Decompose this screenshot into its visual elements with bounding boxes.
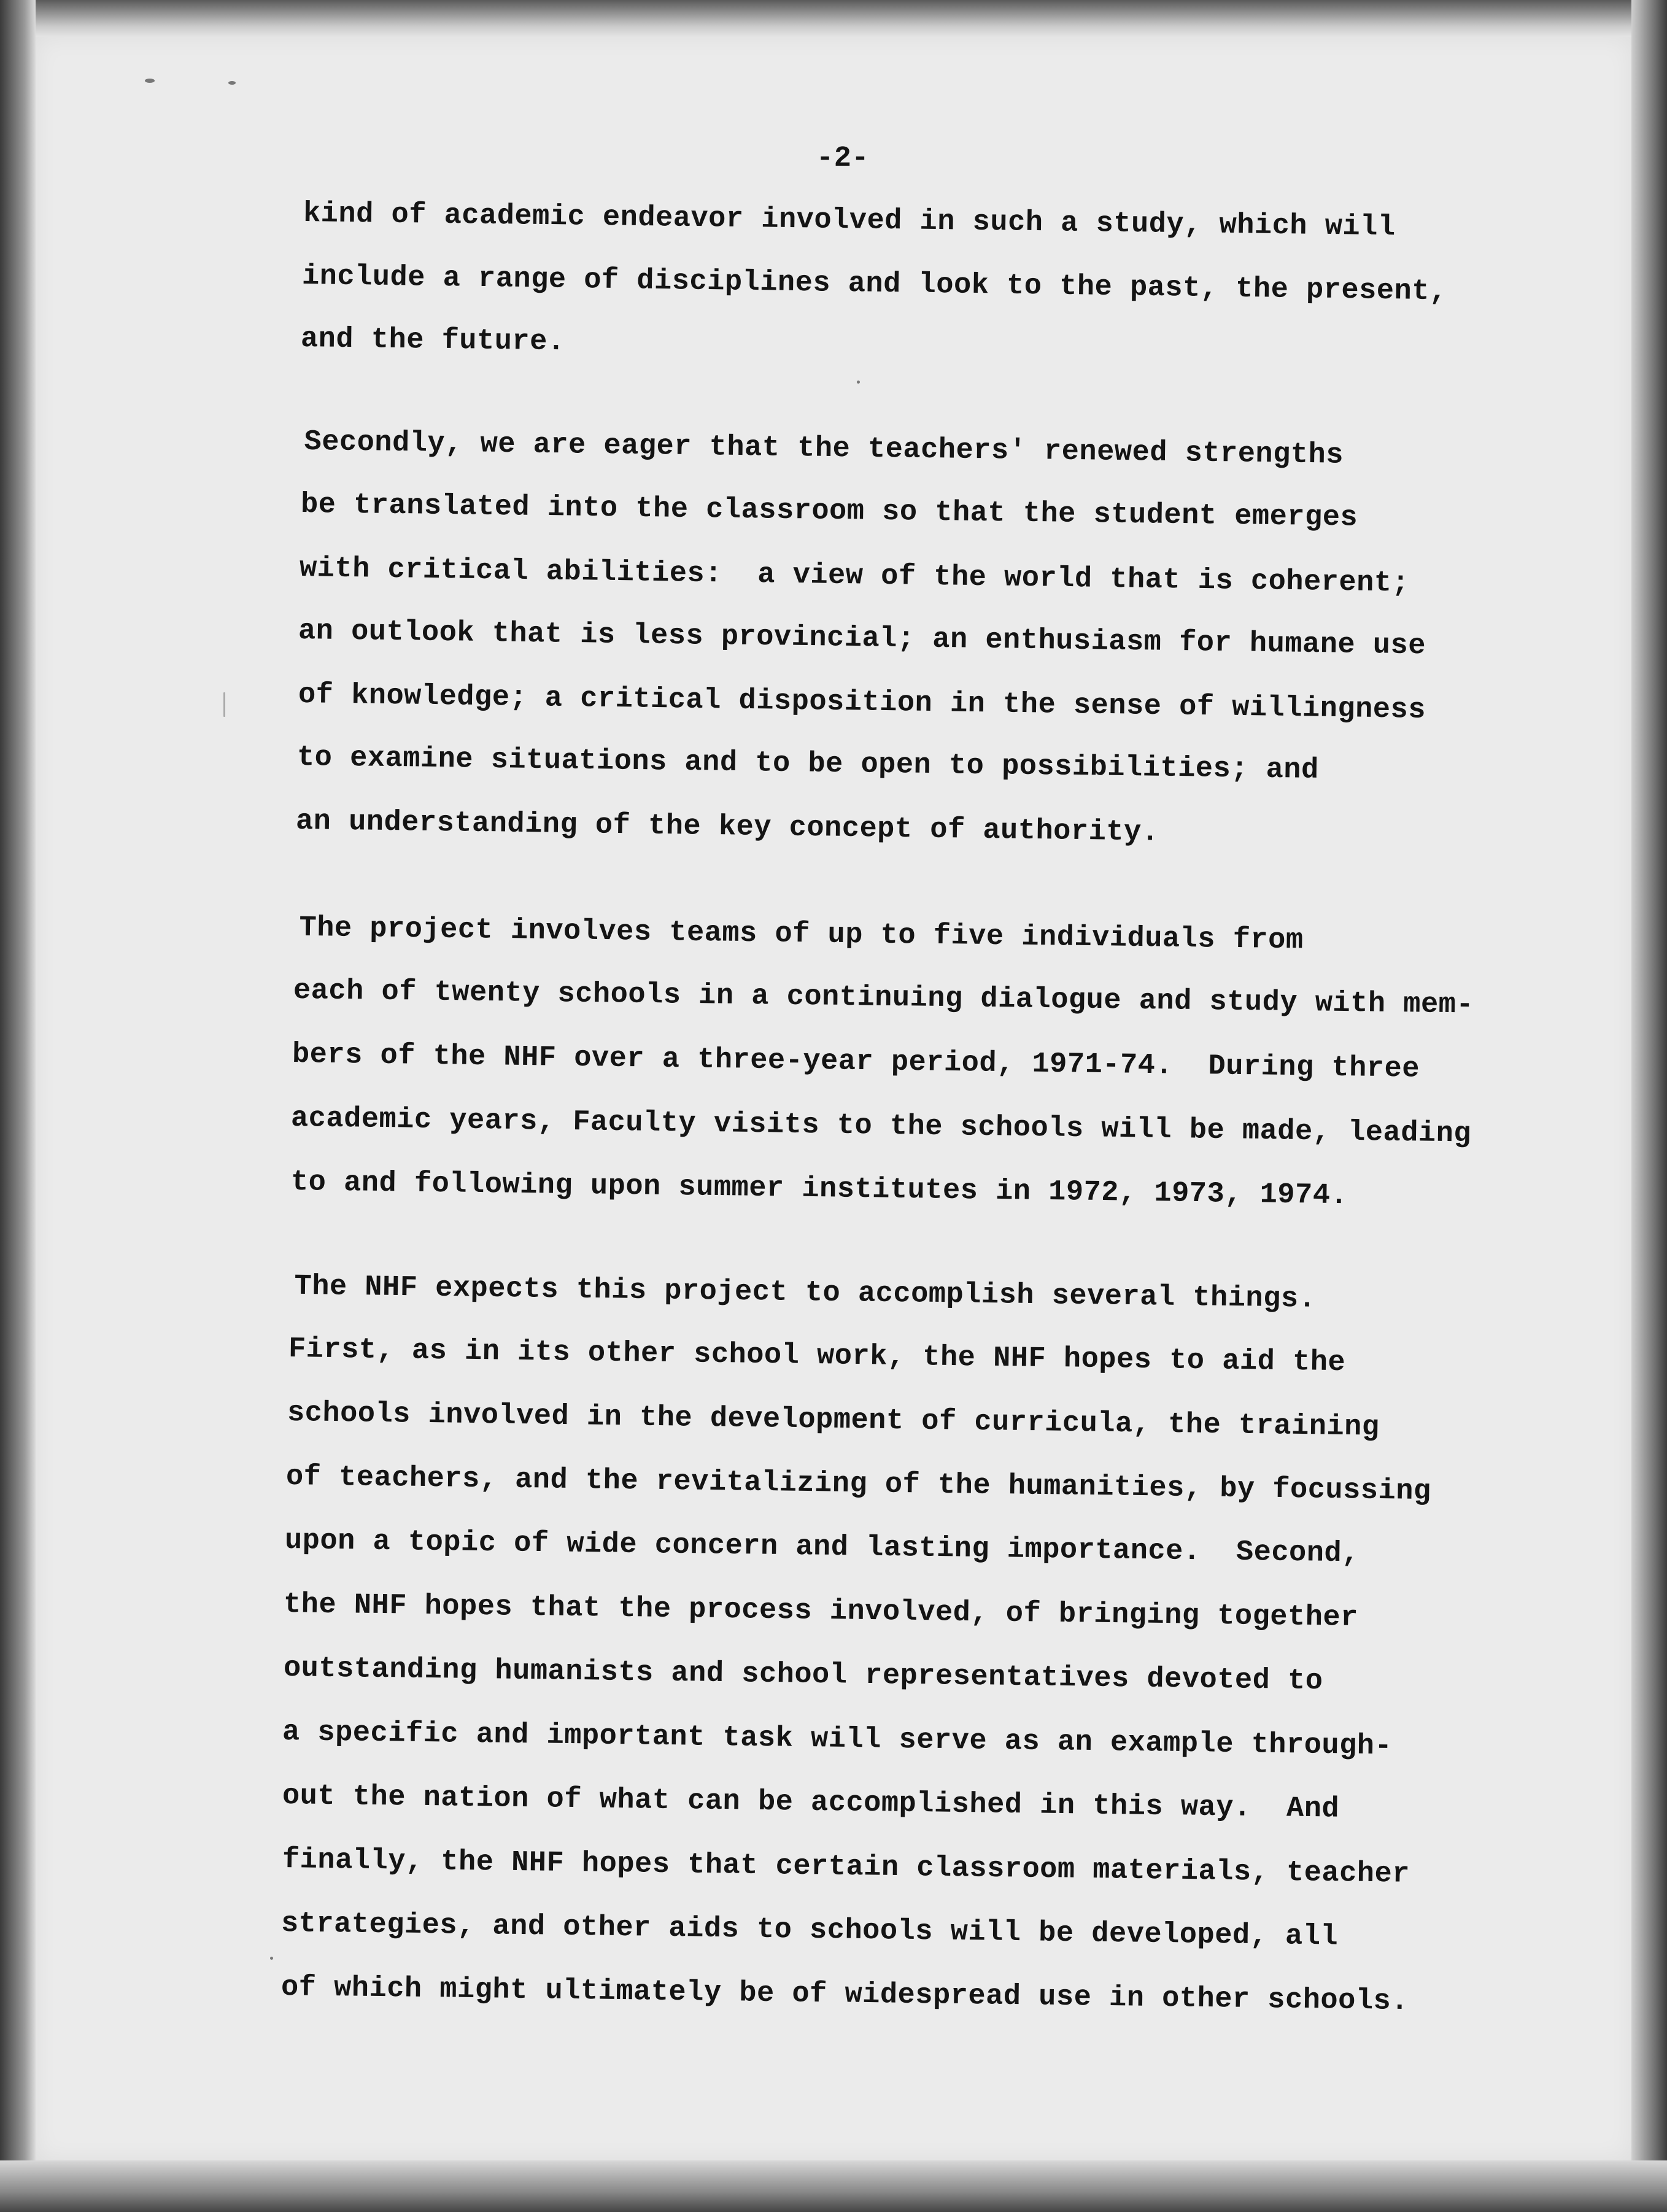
text-line: kind of academic endeavor involved in such a study, which will: [303, 198, 1396, 244]
page-number: -2-: [816, 142, 870, 175]
text-line: an understanding of the key concept of authority.: [295, 805, 1159, 849]
text-line: finally, the NHF hopes that certain classroom materials, teacher: [282, 1844, 1410, 1891]
text-line: First, as in its other school work, the NHF hopes to aid the: [288, 1333, 1346, 1380]
text-line: include a range of disciplines and look to the past, the present,: [301, 260, 1448, 309]
text-line: to examine situations and to be open to possibilities; and: [296, 741, 1320, 787]
text-line: of which might ultimately be of widespread use in other schools.: [280, 1971, 1409, 2019]
text-line: and the future.: [300, 323, 565, 359]
text-line: each of twenty schools in a continuing dialogue and study with mem-: [293, 975, 1474, 1022]
text-line: of knowledge; a critical disposition in the sense of willingness: [298, 679, 1426, 727]
text-line: strategies, and other aids to schools will be developed, all: [280, 1908, 1339, 1954]
text-line: schools involved in the development of curricula, the training: [287, 1397, 1380, 1444]
text-line: the NHF hopes that the process involved, of bringing together: [283, 1588, 1359, 1635]
text-line: an outlook that is less provincial; an enthusiasm for humane use: [298, 615, 1426, 663]
text-line: out the nation of what can be accomplished in this way. And: [282, 1780, 1340, 1826]
text-line: bers of the NHF over a three-year period, 1971-74. During three: [292, 1038, 1420, 1086]
text-line: Secondly, we are eager that the teachers' renewed strengths: [215, 425, 1344, 472]
text-line: The project involves teams of up to five individuals from: [211, 911, 1304, 957]
text-line: be translated into the classroom so that the student emerges: [300, 489, 1358, 535]
text-line: The NHF expects this project to accomplish several things.: [206, 1269, 1317, 1316]
text-line: of teachers, and the revitalizing of the humanities, by focussing: [285, 1461, 1431, 1509]
text-line: academic years, Faculty visits to the schools will be made, leading: [290, 1102, 1472, 1151]
text-line: upon a topic of wide concern and lasting importance. Second,: [284, 1525, 1360, 1571]
text-line: to and following upon summer institutes in 1972, 1973, 1974.: [290, 1166, 1348, 1213]
text-line: outstanding humanists and school representatives devoted to: [283, 1652, 1323, 1698]
text-line: with critical abilities: a view of the world that is coherent;: [299, 552, 1410, 600]
text-line: a specific and important task will serve as an example through-: [282, 1716, 1393, 1763]
